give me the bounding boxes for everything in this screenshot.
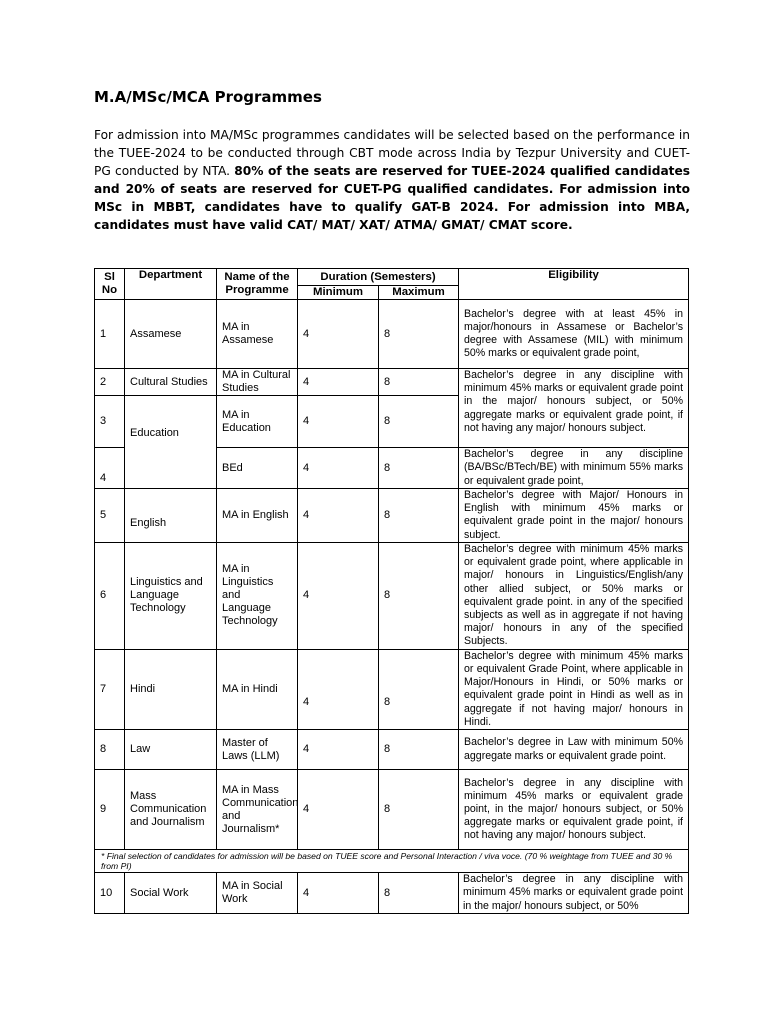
maximum-cell: 8	[379, 873, 459, 914]
department-cell: Hindi	[125, 649, 217, 729]
programme-cell: MA in Mass Communication and Journalism*	[217, 770, 298, 850]
programme-cell: MA in Cultural Studies	[217, 369, 298, 396]
department-cell: Education	[125, 396, 217, 489]
header-sl-no: Sl No	[95, 269, 125, 300]
header-maximum: Maximum	[379, 286, 459, 300]
table-row	[95, 369, 689, 396]
department-cell: Social Work	[125, 873, 217, 914]
programme-cell: MA in Linguistics and Language Technology	[217, 542, 298, 649]
minimum-cell: 4	[298, 649, 379, 729]
header-department: Department	[125, 269, 217, 300]
minimum-cell: 4	[298, 396, 379, 448]
eligibility-cell: Bachelor’s degree in any discipline with minimum 45% marks or equivalent grade point in the major/ honours subject, or 50%	[459, 873, 689, 914]
eligibility-cell: Bachelor’s degree with minimum 45% marks or equivalent Grade Point, where applicable in Major/Honours in Hindi, or 50% marks or equivalent grade point in Hindi as well as in aggregate if not having major/ honours in Hindi.	[459, 649, 689, 729]
table-row	[95, 770, 689, 850]
intro-paragraph	[94, 126, 690, 234]
maximum-cell: 8	[379, 649, 459, 729]
header-eligibility: Eligibility	[459, 269, 689, 300]
programme-cell: Master of Laws (LLM)	[217, 730, 298, 770]
programme-cell: MA in Education	[217, 396, 298, 448]
department-cell: Cultural Studies	[125, 369, 217, 396]
table-row	[95, 873, 689, 914]
programme-cell: MA in English	[217, 489, 298, 543]
table-row	[95, 649, 689, 729]
table-row	[95, 300, 689, 369]
maximum-cell: 8	[379, 396, 459, 448]
minimum-cell: 4	[298, 448, 379, 489]
eligibility-cell: Bachelor’s degree in any discipline (BA/BSc/BTech/BE) with minimum 55% marks or equivalent grade point,	[459, 448, 689, 489]
sl-cell: 1	[95, 300, 125, 369]
maximum-cell: 8	[379, 730, 459, 770]
minimum-cell: 4	[298, 730, 379, 770]
department-cell: Assamese	[125, 300, 217, 369]
minimum-cell: 4	[298, 542, 379, 649]
eligibility-cell: Bachelor’s degree in any discipline with minimum 45% marks or equivalent grade point, in the major/ honours subject, or 50% aggregate marks or equivalent grade point, if not having any major/ honours subject.	[459, 770, 689, 850]
intro-plain-text: For admission into MA/MSc programmes candidates will be selected based on the performance in the TUEE-2024 to be conducted through CBT mode across India by Tezpur University and CUET-PG conducted by NTA.	[94, 128, 690, 178]
maximum-cell: 8	[379, 542, 459, 649]
page-title: M.A/MSc/MCA Programmes	[94, 88, 322, 106]
department-cell: Law	[125, 730, 217, 770]
programmes-table	[94, 268, 689, 914]
department-cell: Mass Communication and Journalism	[125, 770, 217, 850]
department-cell: Linguistics and Language Technology	[125, 542, 217, 649]
department-cell: English	[125, 489, 217, 543]
programme-cell: MA in Hindi	[217, 649, 298, 729]
table-row	[95, 542, 689, 649]
maximum-cell: 8	[379, 369, 459, 396]
sl-cell: 3	[95, 396, 125, 448]
eligibility-cell: Bachelor’s degree in any discipline with minimum 45% marks or equivalent grade point in the major/ honours subject, or 50% aggregate marks or equivalent grade point, if not having any major/ honours subject.	[459, 369, 689, 448]
minimum-cell: 4	[298, 369, 379, 396]
table-row	[95, 489, 689, 543]
minimum-cell: 4	[298, 770, 379, 850]
eligibility-cell: Bachelor’s degree with minimum 45% marks or equivalent grade point, where applicable in major/ honours in Linguistics/English/any other allied subject, or 50% marks or equivalent grade point. in any of the specified subjects as well as in aggregate if not having major/ honours in any of the specified Subjects.	[459, 542, 689, 649]
header-programme: Name of the Programme	[217, 269, 298, 300]
eligibility-cell: Bachelor’s degree in Law with minimum 50% aggregate marks or equivalent grade point.	[459, 730, 689, 770]
eligibility-cell: Bachelor’s degree with at least 45% in major/honours in Assamese or Bachelor’s degree with Assamese (MIL) with minimum 50% marks or equivalent grade point,	[459, 300, 689, 369]
selection-footnote: * Final selection of candidates for admission will be based on TUEE score and Personal Interaction / viva voce. (70 % weightage from TUEE and 30 % from PI)	[95, 850, 689, 873]
sl-cell: 9	[95, 770, 125, 850]
programme-cell: MA in Social Work	[217, 873, 298, 914]
maximum-cell: 8	[379, 448, 459, 489]
sl-cell: 10	[95, 873, 125, 914]
sl-cell: 2	[95, 369, 125, 396]
minimum-cell: 4	[298, 873, 379, 914]
maximum-cell: 8	[379, 489, 459, 543]
header-minimum: Minimum	[298, 286, 379, 300]
header-duration: Duration (Semesters)	[298, 269, 459, 286]
maximum-cell: 8	[379, 770, 459, 850]
maximum-cell: 8	[379, 300, 459, 369]
intro-bold-text: 80% of the seats are reserved for TUEE-2024 qualified candidates and 20% of seats are reserved for CUET-PG qualified candidates. For admission into MSc in MBBT, candidates have to qualify GAT-B 2024. For admission into MBA, candidates must have valid CAT/ MAT/ XAT/ ATMA/ GMAT/ CMAT score.	[94, 164, 691, 232]
minimum-cell: 4	[298, 300, 379, 369]
eligibility-cell: Bachelor’s degree with Major/ Honours in English with minimum 45% marks or equivalent grade point in the major/ honours subject.	[459, 489, 689, 543]
table-row	[95, 730, 689, 770]
table-note-row	[95, 850, 689, 873]
sl-cell: 6	[95, 542, 125, 649]
sl-cell: 7	[95, 649, 125, 729]
minimum-cell: 4	[298, 489, 379, 543]
sl-cell: 4	[95, 448, 125, 489]
sl-cell: 8	[95, 730, 125, 770]
programme-cell: MA in Assamese	[217, 300, 298, 369]
programme-cell: BEd	[217, 448, 298, 489]
sl-cell: 5	[95, 489, 125, 543]
